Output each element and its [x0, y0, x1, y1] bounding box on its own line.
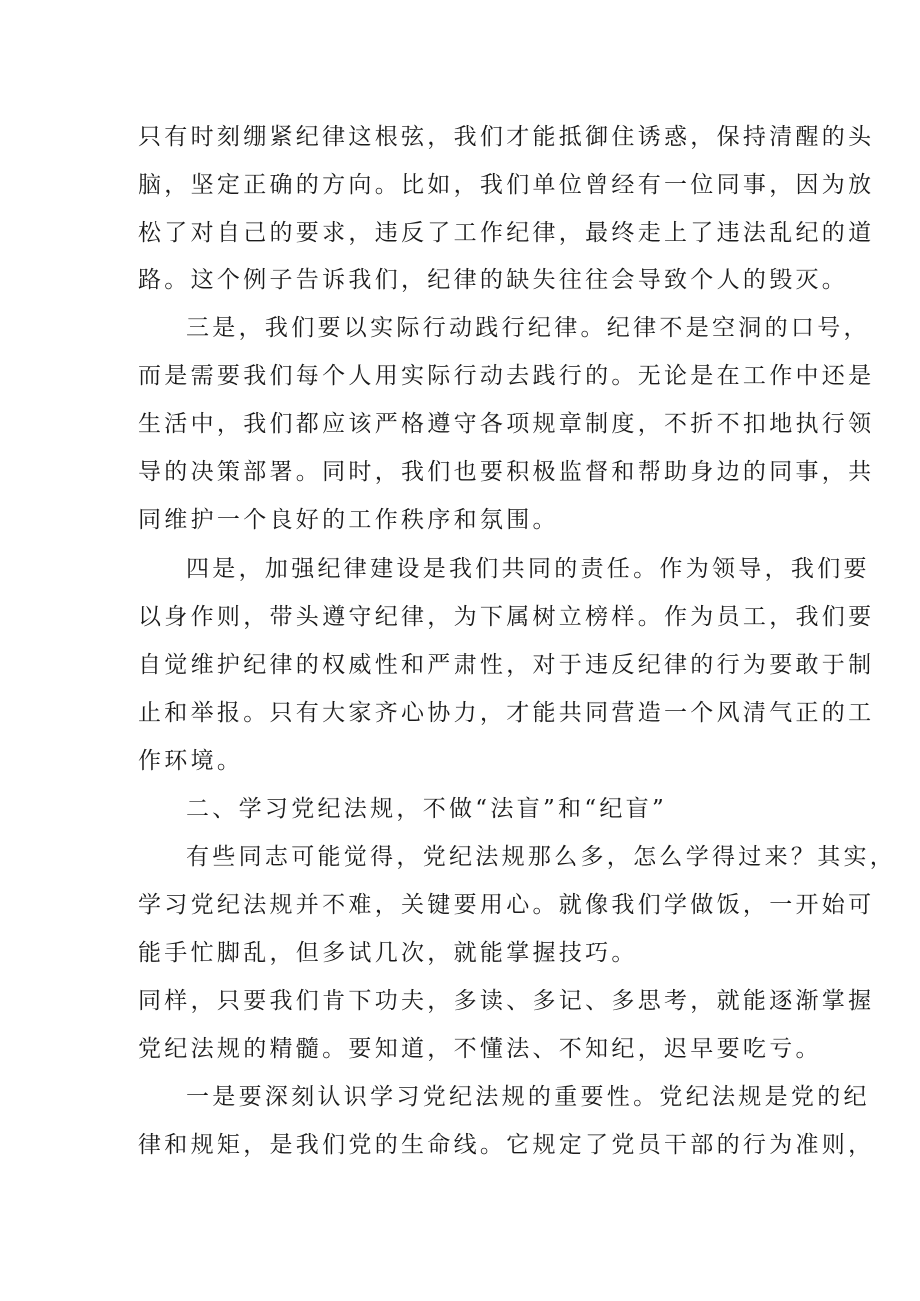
- text-line: 脑，坚定正确的方向。比如，我们单位曾经有一位同事，因为放: [138, 172, 875, 198]
- text-line: 导的决策部署。同时，我们也要积极监督和帮助身边的同事，共: [138, 459, 875, 485]
- text-line: 而是需要我们每个人用实际行动去践行的。无论是在工作中还是: [138, 363, 875, 389]
- text-line: 四是，加强纪律建设是我们共同的责任。作为领导，我们要: [186, 556, 870, 582]
- text-line: 只有时刻绷紧纪律这根弦，我们才能抵御住诱惑，保持清醒的头: [138, 124, 875, 150]
- text-line: 作环境。: [138, 748, 244, 774]
- text-line: 律和规矩，是我们党的生命线。它规定了党员干部的行为准则，: [138, 1132, 875, 1158]
- text-line: 同维护一个良好的工作秩序和氛围。: [138, 507, 559, 533]
- text-line: 学习党纪法规并不难，关键要用心。就像我们学做饭，一开始可: [138, 892, 875, 918]
- text-line: 松了对自己的要求，违反了工作纪律，最终走上了违法乱纪的道: [138, 220, 875, 246]
- text-line: 党纪法规的精髓。要知道，不懂法、不知纪，迟早要吃亏。: [138, 1036, 822, 1062]
- section-heading: 二、学习党纪法规，不做“法盲”和“纪盲”: [186, 796, 668, 822]
- text-line: 有些同志可能觉得，党纪法规那么多，怎么学得过来？其实，: [186, 844, 897, 870]
- text-line: 同样，只要我们肯下功夫，多读、多记、多思考，就能逐渐掌握: [138, 988, 875, 1014]
- text-line: 止和举报。只有大家齐心协力，才能共同营造一个风清气正的工: [138, 700, 875, 726]
- text-line: 自觉维护纪律的权威性和严肃性，对于违反纪律的行为要敢于制: [138, 652, 875, 678]
- text-line: 路。这个例子告诉我们，纪律的缺失往往会导致个人的毁灭。: [138, 267, 849, 293]
- text-line: 能手忙脚乱，但多试几次，就能掌握技巧。: [138, 940, 638, 966]
- text-line: 一是要深刻认识学习党纪法规的重要性。党纪法规是党的纪: [186, 1084, 870, 1110]
- text-line: 以身作则，带头遵守纪律，为下属树立榜样。作为员工，我们要: [138, 604, 875, 630]
- text-line: 三是，我们要以实际行动践行纪律。纪律不是空洞的口号，: [186, 315, 870, 341]
- text-line: 生活中，我们都应该严格遵守各项规章制度，不折不扣地执行领: [138, 411, 875, 437]
